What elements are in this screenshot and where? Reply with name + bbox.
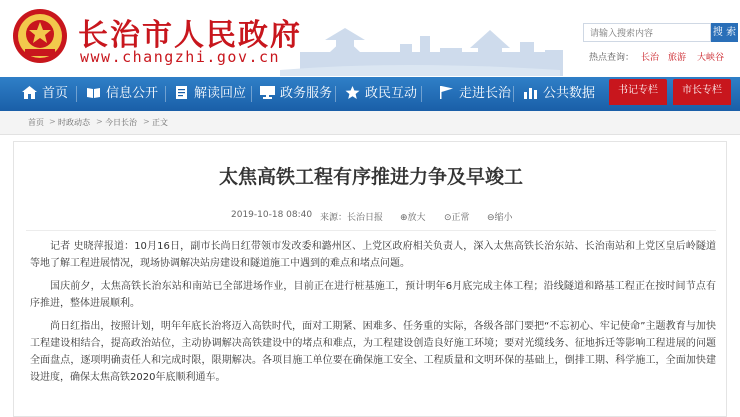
article-panel [13,141,727,417]
font-normal-label: 正常 [451,213,470,223]
font-zoom-out-label: 缩小 [494,213,513,223]
article-paragraph: 尚日红指出，按照计划，明年年底长治将迈入高铁时代，面对工期紧、困难多、任务重的实际，各级各部门要把“不忘初心、牢记使命”主题教育与加快工程建设相结合，提高政治站位，主动协调解决高铁建设中的堵点和难点，为工程建设创造良好施工环境；要对光缆线务、征地拆迁等影响工程进展的问题全面盘点，逐项明确责任人和完成时限，限期解决。各项目施工单位要在确保施工安全、工程质量和文明环保的基础上，倒排工期、科学施工，全面加快建设进度，确保太焦高铁2020年底顺利通车。 [30,321,716,383]
nav-divider [421,86,422,102]
breadcrumb-today-changzhi[interactable]: 今日长治 [105,118,137,127]
hot-search-label: 热点查询： [589,53,635,63]
flag-icon [439,86,454,99]
article-paragraph: 记者 史晓萍报道：10月16日，副市长尚日红带领市发改委和潞州区、上党区政府相关负责人，深入太焦高铁长治东站、长治南站和上党区皇后岭隧道等地了解工程进展情况，现场协调解决站房建设和隧道施工中遇到的难点和堵点问题。 [30,241,716,269]
breadcrumb-news[interactable]: 时政动态 [58,118,90,127]
site-url: www.changzhi.gov.cn [80,48,281,66]
city-emblem-logo [12,8,68,64]
article-date: 2019-10-18 08:40 [231,210,313,220]
nav-label-info-disclosure: 信息公开 [106,86,159,101]
home-icon [22,86,37,99]
tab-secretary-column[interactable]: 书记专栏 [609,79,667,105]
nav-divider [165,86,166,102]
breadcrumb-current: 正文 [152,118,168,127]
nav-divider [513,86,514,102]
nav-label-gov-services: 政务服务 [280,86,333,101]
nav-label-public-interaction: 政民互动 [365,86,418,101]
nav-divider [76,86,77,102]
main-nav [0,77,740,111]
nav-item-explore-changzhi[interactable] [439,77,511,111]
bar-chart-icon [523,86,538,99]
normal-size-icon: ⊙ [444,213,452,223]
nav-item-public-interaction[interactable] [345,77,417,111]
site-header [0,0,740,76]
breadcrumb-separator: > [143,117,150,126]
article-title: 太焦高铁工程有序推进力争及早竣工 [218,166,523,188]
nav-label-explore-changzhi: 走进长治 [459,86,512,101]
nav-divider [251,86,252,102]
search-button[interactable]: 搜 索 [711,23,738,42]
nav-label-interpretation: 解读回应 [194,86,247,101]
hot-link-canyon[interactable]: 大峡谷 [697,53,725,63]
nav-label-home: 首页 [42,86,69,101]
breadcrumb-separator: > [96,117,103,126]
nav-item-home[interactable] [22,77,68,111]
article-source: 来源：长治日报 [320,213,384,223]
nav-item-public-data[interactable] [523,77,595,111]
monitor-icon [260,86,275,99]
hot-link-changzhi[interactable]: 长治 [641,53,660,63]
search-input[interactable] [583,23,711,42]
zoom-in-icon: ⊕ [400,213,408,223]
zoom-out-icon: ⊖ [487,213,495,223]
star-icon [345,86,360,99]
nav-divider [335,86,336,102]
title-divider [26,230,716,231]
hot-link-travel[interactable]: 旅游 [668,53,687,63]
nav-item-gov-services[interactable] [260,77,332,111]
article-paragraph: 国庆前夕，太焦高铁长治东站和南站已全部进场作业，目前正在进行桩基施工，预计明年6月底完成主体工程；沿线隧道和路基工程正在按时间节点有序推进，整体进展顺利。 [30,281,716,309]
font-zoom-in-button[interactable] [400,210,426,223]
site-title: 长治市人民政府 [78,18,302,53]
nav-label-public-data: 公共数据 [543,86,596,101]
document-icon [174,86,189,99]
breadcrumb-separator: > [49,117,56,126]
breadcrumb [0,111,740,135]
breadcrumb-home[interactable]: 首页 [28,118,44,127]
font-zoom-out-button[interactable] [487,210,513,223]
nav-item-interpretation[interactable] [174,77,246,111]
book-icon [86,86,101,99]
nav-item-info-disclosure[interactable] [86,77,158,111]
font-normal-button[interactable] [444,210,470,223]
tab-mayor-column[interactable]: 市长专栏 [673,79,731,105]
font-zoom-in-label: 放大 [407,213,426,223]
